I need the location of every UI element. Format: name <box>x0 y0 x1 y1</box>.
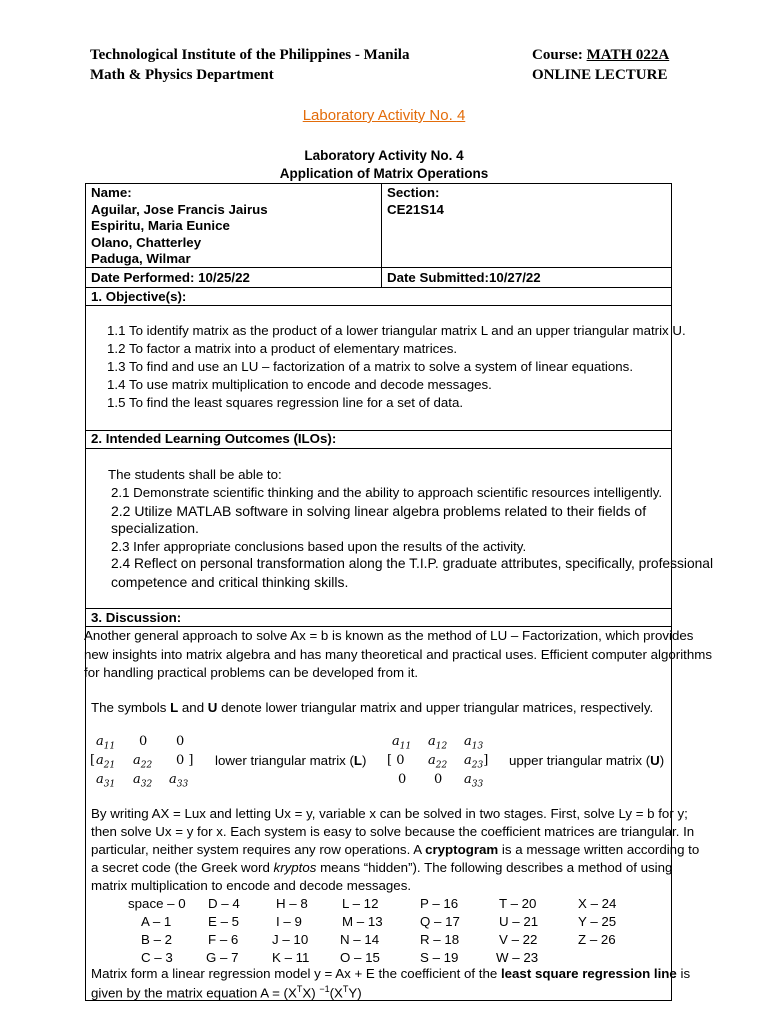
discussion-p2 <box>91 700 653 715</box>
discussion-p1-line: Another general approach to solve Ax = b is known as the method of LU – Factorization, which provides <box>84 628 694 643</box>
lab-title <box>0 107 768 124</box>
code-entry: Y – 25 <box>578 914 617 929</box>
code-entry: E – 5 <box>208 914 240 929</box>
ilo-item: 2.2 Utilize MATLAB software in solving linear algebra problems related to their fields of <box>111 503 647 519</box>
code-entry: W – 23 <box>496 950 539 965</box>
ilo-item-cont: specialization. <box>111 520 199 536</box>
objectives-heading: 1. Objective(s): <box>91 289 187 304</box>
code-entry: Q – 17 <box>420 914 460 929</box>
ilos-intro: The students shall be able to: <box>108 467 282 482</box>
section-label: Section: <box>387 185 440 200</box>
upper-matrix-label <box>509 753 664 768</box>
discussion-p3-line: matrix multiplication to encode and decode messages. <box>91 878 412 893</box>
ilo-item: 2.4 Reflect on personal transformation along the T.I.P. graduate attributes, specifically, professional <box>111 556 714 571</box>
name-label: Name: <box>91 185 132 200</box>
code-entry: X – 24 <box>578 896 617 911</box>
ilo-item: 2.3 Infer appropriate conclusions based upon the results of the activity. <box>111 539 527 554</box>
course-line <box>532 47 669 64</box>
eq-sup: T <box>342 984 349 994</box>
code-entry: A – 1 <box>141 914 172 929</box>
row-line-2 <box>85 287 671 288</box>
p2-text: The symbols <box>91 700 171 715</box>
ilo-item-cont: competence and critical thinking skills. <box>111 574 349 590</box>
discussion-p3-line <box>91 860 672 875</box>
p4-bold: least square regression line <box>500 966 677 981</box>
label-text: ) <box>659 753 665 768</box>
p3-text: is a message written according to <box>498 842 700 857</box>
code-entry: D – 4 <box>208 896 240 911</box>
discussion-p1-line: for handling practical problems can be developed from it. <box>84 665 419 680</box>
discussion-heading: 3. Discussion: <box>91 610 182 625</box>
eq-sup: T <box>296 984 303 994</box>
code-entry: I – 9 <box>276 914 302 929</box>
ilo-item: 2.1 Demonstrate scientific thinking and the ability to approach scientific resources intelligently. <box>111 485 663 500</box>
code-entry: G – 7 <box>206 950 239 965</box>
student-name-1: Aguilar, Jose Francis Jairus <box>91 202 268 217</box>
label-L: L <box>353 753 363 768</box>
row-line-7 <box>85 626 671 627</box>
subtitle-line1: Laboratory Activity No. 4 <box>304 148 464 163</box>
code-entry: Z – 26 <box>578 932 616 947</box>
code-entry: L – 12 <box>342 896 379 911</box>
code-entry: P – 16 <box>420 896 459 911</box>
institute-name: Technological Institute of the Philippines - Manila <box>90 47 410 63</box>
code-entry: space – 0 <box>128 896 186 911</box>
eq-text: (X <box>329 985 343 1001</box>
code-entry: V – 22 <box>499 932 538 947</box>
student-name-3: Olano, Chatterley <box>91 235 202 250</box>
lab-title-text: Laboratory Activity No. <box>302 107 457 124</box>
code-entry: R – 18 <box>420 932 460 947</box>
p3-text: a secret code (the Greek word <box>91 860 274 875</box>
course-label: Course: <box>532 47 587 63</box>
department-name: Math & Physics Department <box>90 67 274 83</box>
p2-U: U <box>207 700 218 715</box>
row-line-1 <box>85 267 671 268</box>
lecture-mode: ONLINE LECTURE <box>532 67 668 83</box>
lab-title-number: 4 <box>456 107 466 124</box>
objective-item: 1.5 To find the least squares regression line for a set of data. <box>107 395 464 410</box>
code-entry: M – 13 <box>342 914 383 929</box>
code-entry: F – 6 <box>208 932 239 947</box>
row-line-3 <box>85 305 671 306</box>
p4-text: is <box>676 966 691 981</box>
ilos-heading: 2. Intended Learning Outcomes (ILOs): <box>91 431 337 446</box>
eq-text: given by the matrix equation A = (X <box>91 985 297 1001</box>
p3-italic: kryptos <box>273 860 317 875</box>
code-entry: H – 8 <box>276 896 308 911</box>
lower-matrix-label <box>215 753 366 768</box>
date-performed: Date Performed: 10/25/22 <box>91 270 250 285</box>
code-entry: J – 10 <box>272 932 309 947</box>
objective-item: 1.2 To factor a matrix into a product of elementary matrices. <box>107 341 458 356</box>
info-divider <box>381 183 382 287</box>
code-entry: N – 14 <box>340 932 380 947</box>
eq-sup: −1 <box>319 984 330 994</box>
code-entry: S – 19 <box>420 950 459 965</box>
student-name-4: Paduga, Wilmar <box>91 251 191 266</box>
label-U: U <box>650 753 660 768</box>
eq-text: X) <box>302 985 320 1001</box>
p3-text: particular, neither system requires any row operations. A <box>91 842 426 857</box>
row-line-6 <box>85 608 671 609</box>
row-line-5 <box>85 448 671 449</box>
code-entry: B – 2 <box>141 932 173 947</box>
label-text: upper triangular matrix ( <box>509 753 651 768</box>
objective-item: 1.1 To identify matrix as the product of a lower triangular matrix L and an upper triangular matrix U. <box>107 323 686 338</box>
label-text: ) <box>362 753 367 768</box>
subtitle-line2: Application of Matrix Operations <box>279 166 489 181</box>
code-entry: C – 3 <box>141 950 173 965</box>
student-name-2: Espiritu, Maria Eunice <box>91 218 230 233</box>
p2-text: denote lower triangular matrix and upper triangular matrices, respectively. <box>217 700 654 715</box>
section-value: CE21S14 <box>387 202 444 217</box>
regression-equation <box>91 984 362 1000</box>
code-entry: U – 21 <box>499 914 539 929</box>
code-entry: O – 15 <box>340 950 380 965</box>
discussion-p3-line: then solve Ux = y for x. Each system is easy to solve because the coefficient matrices are triangular. In <box>91 824 695 839</box>
p3-text: means “hidden”). The following describes a method of using <box>316 860 673 875</box>
eq-text: Y) <box>348 985 362 1001</box>
code-entry: T – 20 <box>499 896 537 911</box>
discussion-p3-line: By writing AX = Lux and letting Ux = y, variable x can be solved in two stages. First, solve Ly = b for y; <box>91 806 688 821</box>
p2-text: and <box>178 700 208 715</box>
p3-bold: cryptogram <box>425 842 499 857</box>
label-text: lower triangular matrix ( <box>215 753 354 768</box>
code-entry: K – 11 <box>272 950 310 965</box>
objective-item: 1.4 To use matrix multiplication to encode and decode messages. <box>107 377 492 392</box>
date-submitted: Date Submitted:10/27/22 <box>387 270 541 285</box>
p2-L: L <box>170 700 179 715</box>
p4-text: Matrix form a linear regression model y = Ax + E the coefficient of the <box>91 966 501 981</box>
course-code: MATH 022A <box>586 47 670 63</box>
objective-item: 1.3 To find and use an LU – factorization of a matrix to solve a system of linear equations. <box>107 359 634 374</box>
discussion-p3-line <box>91 842 699 857</box>
discussion-p1-line: new insights into matrix algebra and has many theoretical and practical uses. Efficient computer algorithms <box>84 647 712 662</box>
discussion-p4 <box>91 966 690 981</box>
